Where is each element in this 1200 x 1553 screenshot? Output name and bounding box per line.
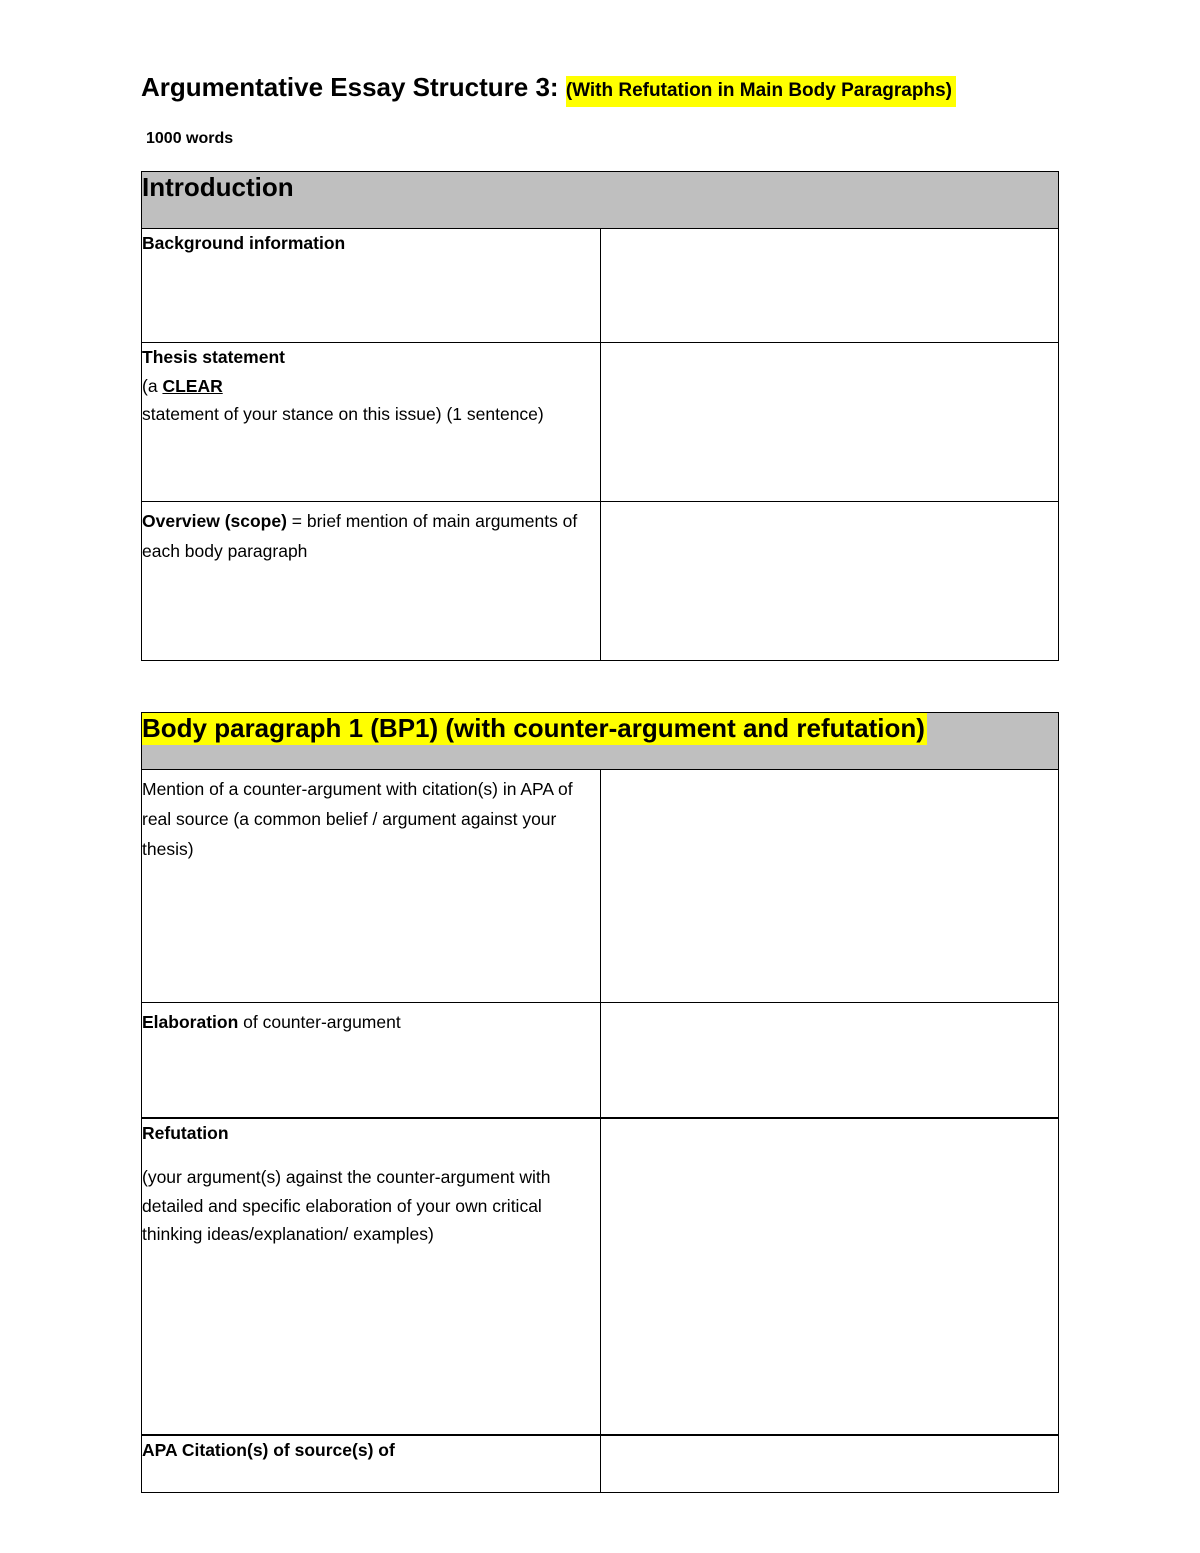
thesis-label: Thesis statement (a CLEAR statement of your stance on this issue) (1 sentence)	[142, 343, 601, 502]
body-paragraph-1-table	[141, 712, 1059, 1493]
clear-emphasis: CLEAR	[162, 375, 223, 396]
counter-argument-field[interactable]	[600, 770, 1059, 1003]
apa-citation-label: APA Citation(s) of source(s) of	[142, 1435, 601, 1493]
thesis-field[interactable]	[600, 343, 1059, 502]
apa-citation-field[interactable]	[600, 1435, 1059, 1493]
introduction-table	[141, 171, 1059, 661]
body1-header-cell	[142, 713, 1059, 770]
refutation-label: Refutation (your argument(s) against the counter-argument with detailed and specific elaboration of your own critical thinking ideas/explanation/ examples)	[142, 1118, 601, 1435]
refutation-field[interactable]	[600, 1118, 1059, 1435]
document-title	[141, 72, 956, 103]
background-field[interactable]	[600, 229, 1059, 343]
background-label: Background information	[142, 229, 601, 343]
introduction-header: Introduction	[142, 172, 294, 202]
elaboration-label: Elaboration of counter-argument	[142, 1003, 601, 1118]
word-count: 1000 words	[146, 130, 234, 147]
counter-argument-label: Mention of a counter-argument with citation(s) in APA of real source (a common belief / argument against your thesis)	[142, 770, 601, 1003]
body1-header: Body paragraph 1 (BP1) (with counter-argument and refutation)	[142, 713, 925, 743]
elaboration-field[interactable]	[600, 1003, 1059, 1118]
introduction-header-cell	[142, 172, 1059, 229]
title-main: Argumentative Essay Structure 3:	[141, 72, 566, 102]
overview-field[interactable]	[600, 502, 1059, 661]
title-highlight: (With Refutation in Main Body Paragraphs)	[566, 76, 956, 107]
overview-label: Overview (scope) = brief mention of main arguments of each body paragraph	[142, 502, 601, 661]
